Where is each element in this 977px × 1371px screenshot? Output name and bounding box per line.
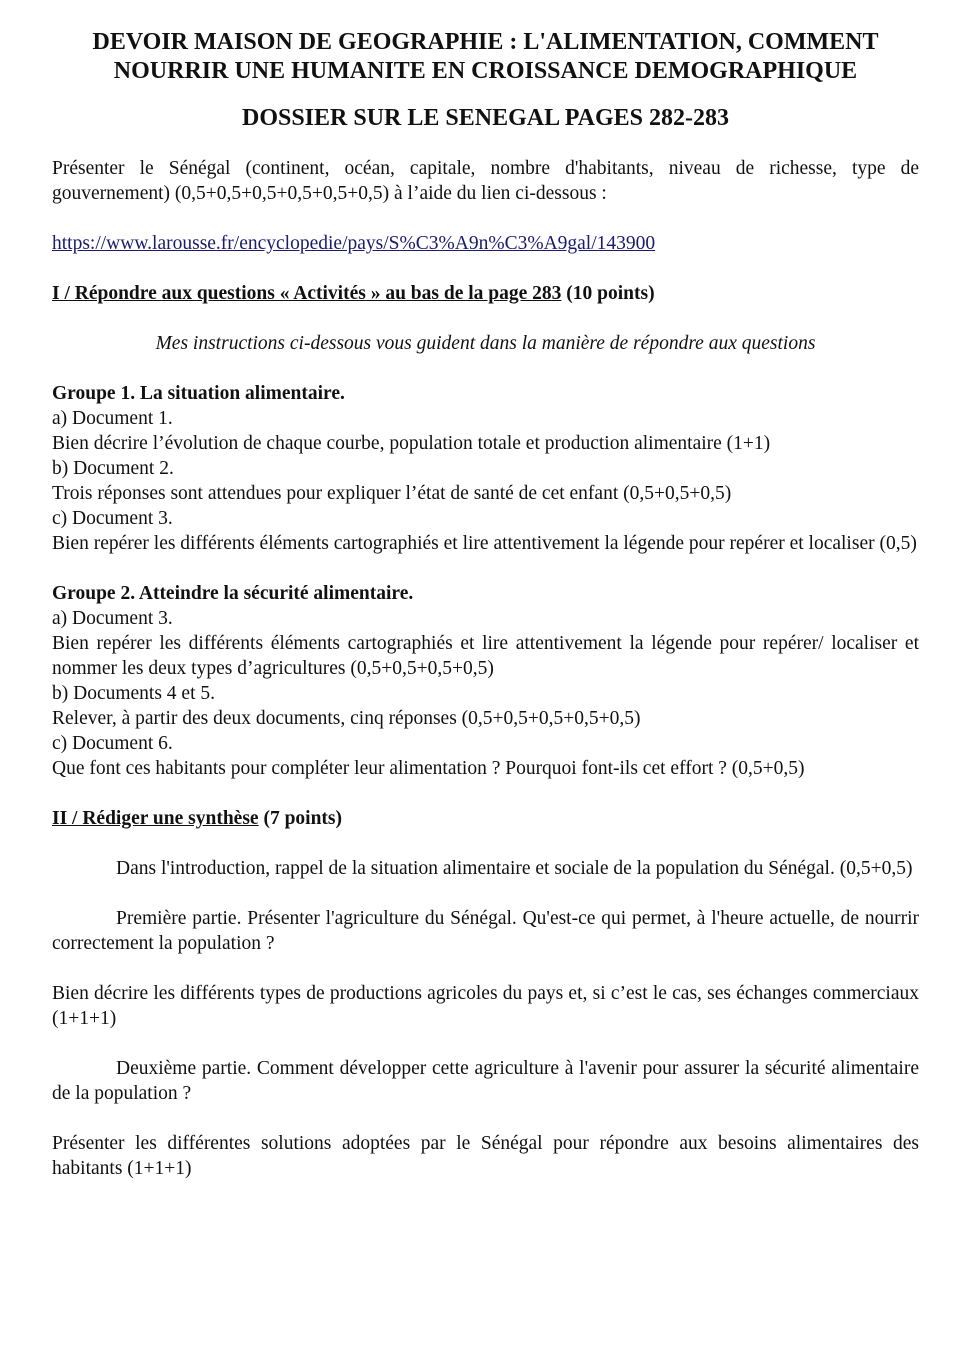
group1-a-label: a) Document 1. <box>52 408 173 429</box>
part1-heading-line <box>52 281 919 306</box>
larousse-link[interactable]: https://www.larousse.fr/encyclopedie/pays/S%C3%A9n%C3%A9gal/143900 <box>52 233 656 254</box>
group2-c-label: c) Document 6. <box>52 733 173 754</box>
synthesis-second-part: Deuxième partie. Comment développer cette agriculture à l'avenir pour assurer la sécurité alimentaire de la population ? <box>52 1058 919 1104</box>
group2-b-label: b) Documents 4 et 5. <box>52 683 216 704</box>
part2-points: (7 points) <box>258 808 343 829</box>
group2-c-text: Que font ces habitants pour compléter leur alimentation ? Pourquoi font-ils cet effort ? (0,5+0,5) <box>52 758 805 779</box>
synthesis-second-part-detail: Présenter les différentes solutions adoptées par le Sénégal pour répondre aux besoins alimentaires des habitants (1+1+1) <box>52 1133 919 1179</box>
group2-b-text: Relever, à partir des deux documents, cinq réponses (0,5+0,5+0,5+0,5+0,5) <box>52 708 641 729</box>
part1-heading: I / Répondre aux questions « Activités » au bas de la page 283 <box>52 283 562 304</box>
part2-heading-line <box>52 806 919 831</box>
document-title-line1: DEVOIR MAISON DE GEOGRAPHIE : L'ALIMENTATION, COMMENT <box>92 29 879 55</box>
group2-a-text: Bien repérer les différents éléments cartographiés et lire attentivement la légende pour repérer/ localiser et nommer les deux types d’agricultures (0,5+0,5+0,5+0,5) <box>52 633 919 679</box>
group1-b-text: Trois réponses sont attendues pour expliquer l’état de santé de cet enfant (0,5+0,5+0,5) <box>52 483 732 504</box>
group1-title: Groupe 1. La situation alimentaire. <box>52 383 345 404</box>
document-subtitle: DOSSIER SUR LE SENEGAL PAGES 282-283 <box>241 105 729 131</box>
group1-b-label: b) Document 2. <box>52 458 174 479</box>
document-title-line2: NOURRIR UNE HUMANITE EN CROISSANCE DEMOGRAPHIQUE <box>113 58 858 84</box>
part1-points: (10 points) <box>561 283 655 304</box>
group1-a-text: Bien décrire l’évolution de chaque courbe, population totale et production alimentaire (1+1) <box>52 433 771 454</box>
group2-a-label: a) Document 3. <box>52 608 173 629</box>
synthesis-first-part: Première partie. Présenter l'agriculture du Sénégal. Qu'est-ce qui permet, à l'heure actuelle, de nourrir correctement la population ? <box>52 908 919 954</box>
intro-paragraph: Présenter le Sénégal (continent, océan, capitale, nombre d'habitants, niveau de richesse, type de gouvernement) (0,5+0,5+0,5+0,5+0,5+0,5) à l’aide du lien ci-dessous : <box>52 158 919 204</box>
synthesis-intro: Dans l'introduction, rappel de la situation alimentaire et sociale de la population du Sénégal. (0,5+0,5) <box>116 858 913 879</box>
part2-heading: II / Rédiger une synthèse <box>52 808 259 829</box>
synthesis-first-part-detail: Bien décrire les différents types de productions agricoles du pays et, si c’est le cas, ses échanges commerciaux (1+1+1) <box>52 983 919 1029</box>
instructions-note: Mes instructions ci-dessous vous guident dans la manière de répondre aux questions <box>155 333 816 354</box>
group2-title: Groupe 2. Atteindre la sécurité alimentaire. <box>52 583 414 604</box>
group1-c-label: c) Document 3. <box>52 508 173 529</box>
group1-c-text: Bien repérer les différents éléments cartographiés et lire attentivement la légende pour repérer et localiser (0,5) <box>52 533 917 554</box>
